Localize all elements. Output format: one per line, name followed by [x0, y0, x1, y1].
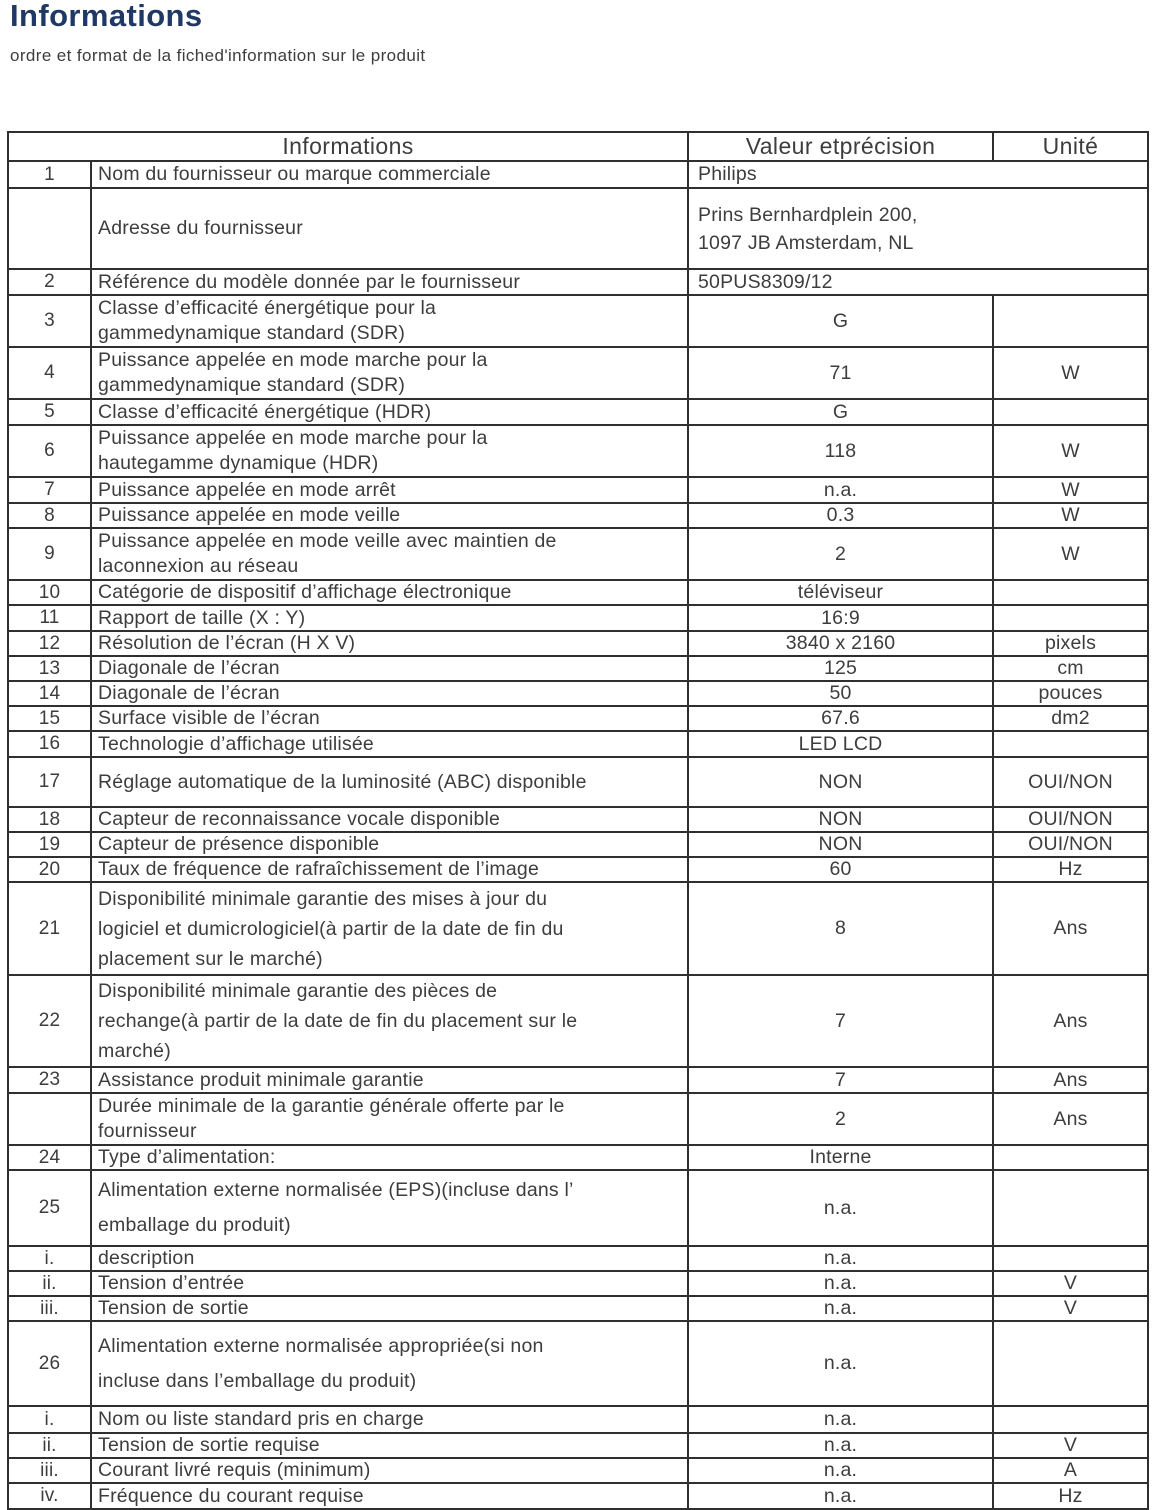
row-unit-cell: Ans: [993, 1067, 1148, 1093]
row-label-cell: Nom ou liste standard pris en charge: [91, 1406, 688, 1433]
row-label-cell: Rapport de taille (X : Y): [91, 605, 688, 631]
row-unit-cell: Ans: [993, 882, 1148, 975]
text-line: Alimentation externe normalisée (EPS)(incluse dans l’: [98, 1179, 574, 1201]
table-row: [8, 681, 1148, 706]
table-row: [8, 1145, 1148, 1170]
table-row: [8, 857, 1148, 882]
row-number-cell: 3: [8, 295, 91, 347]
row-label-cell: Capteur de présence disponible: [91, 832, 688, 857]
row-value-cell: NON: [688, 757, 993, 807]
row-label-cell: Capteur de reconnaissance vocale disponible: [91, 807, 688, 832]
row-number-cell: 8: [8, 503, 91, 528]
row-label-cell: [91, 1170, 688, 1246]
text-line: Disponibilité minimale garantie des mises à jour du: [98, 887, 548, 910]
table-row: [8, 528, 1148, 580]
info-table-body: [8, 161, 1148, 1509]
row-number-cell: 9: [8, 528, 91, 580]
row-number-cell: 13: [8, 656, 91, 681]
row-number-cell: 10: [8, 580, 91, 605]
row-unit-cell: [993, 731, 1148, 757]
text-line: fournisseur: [98, 1120, 197, 1142]
row-number-cell: 23: [8, 1067, 91, 1093]
row-number-cell: 25: [8, 1170, 91, 1246]
row-unit-cell: cm: [993, 656, 1148, 681]
text-line: gammedynamique standard (SDR): [98, 374, 406, 396]
row-value-cell: 50: [688, 681, 993, 706]
text-line: Puissance appelée en mode marche pour la: [98, 349, 488, 371]
row-value-cell: n.a.: [688, 1483, 993, 1509]
table-row: [8, 269, 1148, 295]
text-line: hautegamme dynamique (HDR): [98, 452, 379, 474]
table-row: [8, 656, 1148, 681]
row-value-cell: 67.6: [688, 706, 993, 731]
row-unit-cell: W: [993, 425, 1148, 477]
row-number-cell: ii.: [8, 1271, 91, 1296]
row-unit-cell: Hz: [993, 857, 1148, 882]
row-label-cell: Surface visible de l’écran: [91, 706, 688, 731]
row-value-cell: 16:9: [688, 605, 993, 631]
table-row: [8, 188, 1148, 269]
row-number-cell: 18: [8, 807, 91, 832]
row-value-cell: Philips: [688, 161, 1148, 188]
table-row: [8, 1321, 1148, 1406]
row-unit-cell: pixels: [993, 631, 1148, 656]
row-value-cell: n.a.: [688, 1321, 993, 1406]
row-number-cell: ii.: [8, 1433, 91, 1458]
header-valeur-precision: Valeur etprécision: [688, 132, 993, 161]
row-value-cell: n.a.: [688, 1406, 993, 1433]
table-row: [8, 503, 1148, 528]
table-row: [8, 161, 1148, 188]
row-label-cell: Tension d’entrée: [91, 1271, 688, 1296]
row-value-cell: G: [688, 399, 993, 425]
page-subtitle: ordre et format de la fiched'information sur le produit: [10, 46, 426, 65]
row-number-cell: 14: [8, 681, 91, 706]
row-value-cell: G: [688, 295, 993, 347]
row-number-cell: 26: [8, 1321, 91, 1406]
header-unite: Unité: [993, 132, 1148, 161]
info-table: [7, 131, 1149, 1510]
row-number-cell: 24: [8, 1145, 91, 1170]
row-label-cell: [91, 1093, 688, 1145]
text-line: Disponibilité minimale garantie des pièces de: [98, 980, 498, 1002]
row-label-cell: Tension de sortie requise: [91, 1433, 688, 1458]
text-line: laconnexion au réseau: [98, 555, 299, 577]
row-unit-cell: V: [993, 1271, 1148, 1296]
row-number-cell: 22: [8, 975, 91, 1067]
row-value-cell: 60: [688, 857, 993, 882]
row-label-cell: [91, 882, 688, 975]
row-value-cell: Interne: [688, 1145, 993, 1170]
row-value-cell: n.a.: [688, 1433, 993, 1458]
row-label-cell: Tension de sortie: [91, 1296, 688, 1321]
row-unit-cell: OUI/NON: [993, 807, 1148, 832]
page-title: Informations: [10, 0, 203, 33]
table-row: [8, 1271, 1148, 1296]
row-unit-cell: Ans: [993, 1093, 1148, 1145]
row-value-cell: téléviseur: [688, 580, 993, 605]
row-label-cell: [91, 975, 688, 1067]
row-unit-cell: [993, 295, 1148, 347]
row-label-cell: Nom du fournisseur ou marque commerciale: [91, 161, 688, 188]
row-value-cell: 7: [688, 1067, 993, 1093]
row-number-cell: 6: [8, 425, 91, 477]
text-line: Puissance appelée en mode marche pour la: [98, 427, 488, 449]
row-label-cell: Technologie d’affichage utilisée: [91, 731, 688, 757]
table-header-row: [8, 132, 1148, 161]
table-row: [8, 1067, 1148, 1093]
table-row: [8, 975, 1148, 1067]
row-unit-cell: W: [993, 503, 1148, 528]
table-row: [8, 1246, 1148, 1271]
table-row: [8, 399, 1148, 425]
row-value-cell: n.a.: [688, 1271, 993, 1296]
text-line: Puissance appelée en mode veille avec maintien de: [98, 530, 557, 552]
row-unit-cell: Hz: [993, 1483, 1148, 1509]
row-label-cell: Puissance appelée en mode arrêt: [91, 477, 688, 503]
row-number-cell: 21: [8, 882, 91, 975]
row-unit-cell: [993, 605, 1148, 631]
table-row: [8, 347, 1148, 399]
row-label-cell: Résolution de l’écran (H X V): [91, 631, 688, 656]
table-row: [8, 832, 1148, 857]
table-row: [8, 882, 1148, 975]
table-row: [8, 1458, 1148, 1483]
table-row: [8, 580, 1148, 605]
row-unit-cell: [993, 1170, 1148, 1246]
row-number-cell: 11: [8, 605, 91, 631]
row-label-cell: Assistance produit minimale garantie: [91, 1067, 688, 1093]
table-row: [8, 1093, 1148, 1145]
row-value-cell: NON: [688, 832, 993, 857]
row-label-cell: Réglage automatique de la luminosité (ABC) disponible: [91, 757, 688, 807]
row-number-cell: i.: [8, 1246, 91, 1271]
text-line: marché): [98, 1040, 171, 1062]
row-number-cell: 17: [8, 757, 91, 807]
text-line: 1097 JB Amsterdam, NL: [698, 231, 914, 254]
row-label-cell: [91, 528, 688, 580]
row-unit-cell: OUI/NON: [993, 757, 1148, 807]
row-value-cell: NON: [688, 807, 993, 832]
row-unit-cell: W: [993, 347, 1148, 399]
table-row: [8, 1406, 1148, 1433]
row-number-cell: iii.: [8, 1296, 91, 1321]
header-informations: Informations: [8, 132, 688, 161]
row-number-cell: 19: [8, 832, 91, 857]
row-unit-cell: [993, 1246, 1148, 1271]
table-row: [8, 605, 1148, 631]
text-line: Prins Bernhardplein 200,: [698, 203, 918, 226]
row-value-cell: n.a.: [688, 1170, 993, 1246]
text-line: Alimentation externe normalisée appropriée(si non: [98, 1334, 544, 1357]
table-row: [8, 631, 1148, 656]
row-label-cell: Diagonale de l’écran: [91, 681, 688, 706]
table-row: [8, 807, 1148, 832]
row-value-cell: 71: [688, 347, 993, 399]
row-value-cell: LED LCD: [688, 731, 993, 757]
row-unit-cell: OUI/NON: [993, 832, 1148, 857]
row-number-cell: [8, 188, 91, 269]
row-label-cell: Classe d’efficacité énergétique (HDR): [91, 399, 688, 425]
row-label-cell: [91, 347, 688, 399]
row-value-cell: 50PUS8309/12: [688, 269, 1148, 295]
row-unit-cell: W: [993, 477, 1148, 503]
row-value-cell: 2: [688, 528, 993, 580]
text-line: logiciel et dumicrologiciel(à partir de la date de fin du: [98, 917, 564, 940]
row-number-cell: 1: [8, 161, 91, 188]
row-label-cell: Type d’alimentation:: [91, 1145, 688, 1170]
text-line: rechange(à partir de la date de fin du placement sur le: [98, 1010, 578, 1032]
row-unit-cell: [993, 1145, 1148, 1170]
row-unit-cell: dm2: [993, 706, 1148, 731]
row-label-cell: [91, 295, 688, 347]
row-unit-cell: pouces: [993, 681, 1148, 706]
row-label-cell: Courant livré requis (minimum): [91, 1458, 688, 1483]
text-line: Durée minimale de la garantie générale offerte par le: [98, 1095, 565, 1117]
row-number-cell: 7: [8, 477, 91, 503]
row-label-cell: Diagonale de l’écran: [91, 656, 688, 681]
row-label-cell: Taux de fréquence de rafraîchissement de l’image: [91, 857, 688, 882]
row-number-cell: 4: [8, 347, 91, 399]
table-row: [8, 706, 1148, 731]
row-label-cell: Fréquence du courant requise: [91, 1483, 688, 1509]
row-value-cell: 7: [688, 975, 993, 1067]
row-value-cell: 8: [688, 882, 993, 975]
row-value-cell: n.a.: [688, 1458, 993, 1483]
text-line: emballage du produit): [98, 1214, 291, 1236]
row-value-cell: 0.3: [688, 503, 993, 528]
row-number-cell: iv.: [8, 1483, 91, 1509]
row-number-cell: 5: [8, 399, 91, 425]
row-unit-cell: [993, 1406, 1148, 1433]
row-value-cell: n.a.: [688, 1296, 993, 1321]
text-line: Classe d’efficacité énergétique pour la: [98, 297, 437, 319]
row-unit-cell: Ans: [993, 975, 1148, 1067]
table-row: [8, 477, 1148, 503]
table-row: [8, 1170, 1148, 1246]
row-value-cell: [688, 188, 1148, 269]
row-value-cell: n.a.: [688, 477, 993, 503]
row-unit-cell: [993, 399, 1148, 425]
row-number-cell: 16: [8, 731, 91, 757]
row-value-cell: n.a.: [688, 1246, 993, 1271]
row-number-cell: 12: [8, 631, 91, 656]
table-row: [8, 1296, 1148, 1321]
row-value-cell: 118: [688, 425, 993, 477]
row-number-cell: 2: [8, 269, 91, 295]
table-row: [8, 1433, 1148, 1458]
row-value-cell: 125: [688, 656, 993, 681]
row-label-cell: Référence du modèle donnée par le fournisseur: [91, 269, 688, 295]
table-row: [8, 295, 1148, 347]
row-unit-cell: V: [993, 1433, 1148, 1458]
row-number-cell: iii.: [8, 1458, 91, 1483]
row-label-cell: [91, 1321, 688, 1406]
text-line: incluse dans l’emballage du produit): [98, 1369, 417, 1392]
row-label-cell: [91, 425, 688, 477]
row-number-cell: 15: [8, 706, 91, 731]
row-unit-cell: V: [993, 1296, 1148, 1321]
table-row: [8, 731, 1148, 757]
row-label-cell: description: [91, 1246, 688, 1271]
text-line: placement sur le marché): [98, 947, 323, 970]
table-row: [8, 1483, 1148, 1509]
row-label-cell: Catégorie de dispositif d’affichage électronique: [91, 580, 688, 605]
row-number-cell: i.: [8, 1406, 91, 1433]
row-number-cell: [8, 1093, 91, 1145]
row-label-cell: Adresse du fournisseur: [91, 188, 688, 269]
row-value-cell: 3840 x 2160: [688, 631, 993, 656]
row-unit-cell: W: [993, 528, 1148, 580]
row-unit-cell: A: [993, 1458, 1148, 1483]
table-row: [8, 425, 1148, 477]
row-unit-cell: [993, 580, 1148, 605]
row-unit-cell: [993, 1321, 1148, 1406]
table-row: [8, 757, 1148, 807]
row-number-cell: 20: [8, 857, 91, 882]
row-value-cell: 2: [688, 1093, 993, 1145]
row-label-cell: Puissance appelée en mode veille: [91, 503, 688, 528]
text-line: gammedynamique standard (SDR): [98, 322, 406, 344]
